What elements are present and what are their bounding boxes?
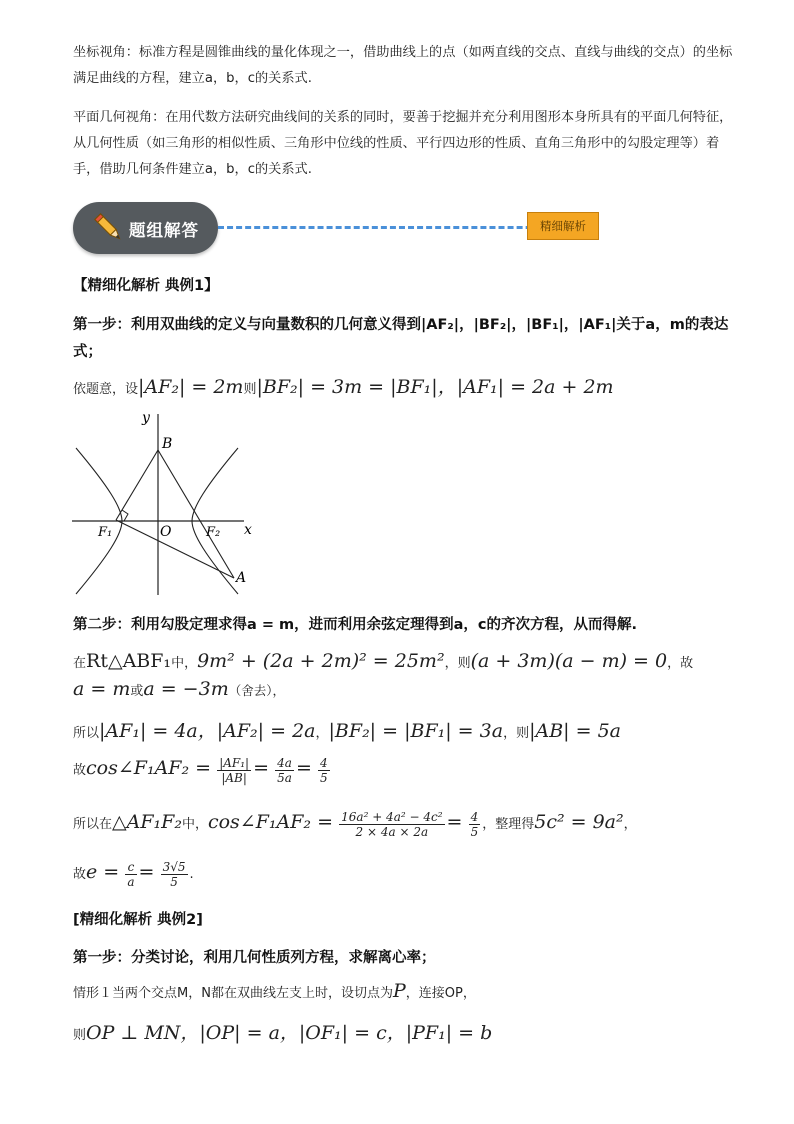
label-F2: F₂ — [206, 525, 221, 540]
fraction-4-5: $\frac{4}{5}$ — [320, 756, 328, 785]
label-x: x — [244, 522, 252, 538]
pencil-icon — [91, 210, 127, 246]
example2-line2: 则OP ⊥ MN，|OP| = a，|OF₁| = c，|PF₁| = b — [73, 1022, 493, 1044]
fraction-cosine-law: $\frac{\text{16a² + 4a² − 4c²}}{2 \times 4a \times 2a}$ — [341, 810, 443, 839]
segment-BF1 — [116, 450, 158, 520]
example1-heading: 【精细化解析 典例1】 — [73, 278, 219, 294]
right-angle-mark — [122, 510, 128, 521]
section-pill — [73, 202, 218, 254]
example1-line1: 依题意，设|AF₂| = 2m则|BF₂| = 3m = |BF₁|，|AF₁| = 2a + 2m — [73, 376, 614, 398]
example1-line6: 所以在△AF₁F₂中，cos∠F₁AF₂ = $\frac{\text{16a² + 4a² − 4c²}}{2 \times 4a \times 2a}$ = $\frac{4}{5}$ ，整理得5c² = 9a²， — [73, 810, 637, 839]
example1-line5: 故cos∠F₁AF₂ = $\frac{\text{|AF₁|}}{|AB|}$ = $\frac{4a}{5a}$ = $\frac{4}{5}$ — [73, 756, 328, 785]
example1-line4: 所以|AF₁| = 4a，|AF₂| = 2a，|BF₂| = |BF₁| = 3a，则|AB| = 5a — [73, 720, 621, 742]
hyperbola-figure — [72, 408, 262, 598]
example1-line7: 故e = $\frac{c}{a}$ = $\frac{3√5}{5}$ . — [73, 860, 194, 889]
section-banner — [73, 200, 613, 256]
example2-heading: [精细化解析 典例2] — [73, 912, 203, 928]
example1-step1: 第一步：利用双曲线的定义与向量数积的几何意义得到|AF₂|，|BF₂|，|BF₁|，|AF₁|关于a，m的表达式； — [73, 317, 729, 360]
fraction-c-a: $\frac{c}{a}$ — [127, 860, 135, 889]
intro-paragraph-coordinate: 坐标视角：标准方程是圆锥曲线的量化体现之一，借助曲线上的点（如两直线的交点、直线与曲线的交点）的坐标满足曲线的方程，建立a，b，c的关系式. — [73, 45, 733, 86]
example1-step2: 第二步：利用勾股定理求得a = m，进而利用余弦定理得到a，c的齐次方程，从而得解. — [73, 617, 638, 633]
fraction-4a-5a: $\frac{4a}{5a}$ — [277, 756, 292, 785]
fraction-4-5-b: $\frac{4}{5}$ — [470, 810, 479, 839]
label-F1: F₁ — [98, 525, 113, 540]
label-O: O — [160, 524, 172, 540]
example1-line3: a = m或a = −3m（舍去）， — [73, 678, 285, 700]
label-y: y — [142, 410, 150, 426]
label-A: A — [236, 570, 247, 586]
fraction-af1-ab: $\frac{\text{|AF₁|}}{|AB|}$ — [219, 756, 250, 785]
fraction-eccentricity: $\frac{3√5}{5}$ — [162, 860, 186, 889]
example1-line2: 在Rt△ABF₁中，9m² + (2a + 2m)² = 25m²，则(a + 3m)(a − m) = 0，故 — [73, 650, 694, 672]
label-B: B — [162, 436, 173, 452]
analysis-tag: 精细解析 — [527, 212, 599, 240]
section-title: 题组解答 — [129, 221, 199, 240]
example2-step1: 第一步：分类讨论，利用几何性质列方程，求解离心率； — [73, 950, 436, 966]
intro-paragraph-geometry: 平面几何视角：在用代数方法研究曲线间的关系的同时，要善于挖掘并充分利用图形本身所具有的平面几何特征，从几何性质（如三角形的相似性质、三角形中位线的性质、平行四边形的性质、直角三角形中的勾股定理等）着手，借助几何条件建立a，b，c的关系式. — [73, 110, 733, 177]
example2-line1: 情形１当两个交点M，N都在双曲线左支上时，设切点为P，连接OP， — [73, 980, 476, 1002]
